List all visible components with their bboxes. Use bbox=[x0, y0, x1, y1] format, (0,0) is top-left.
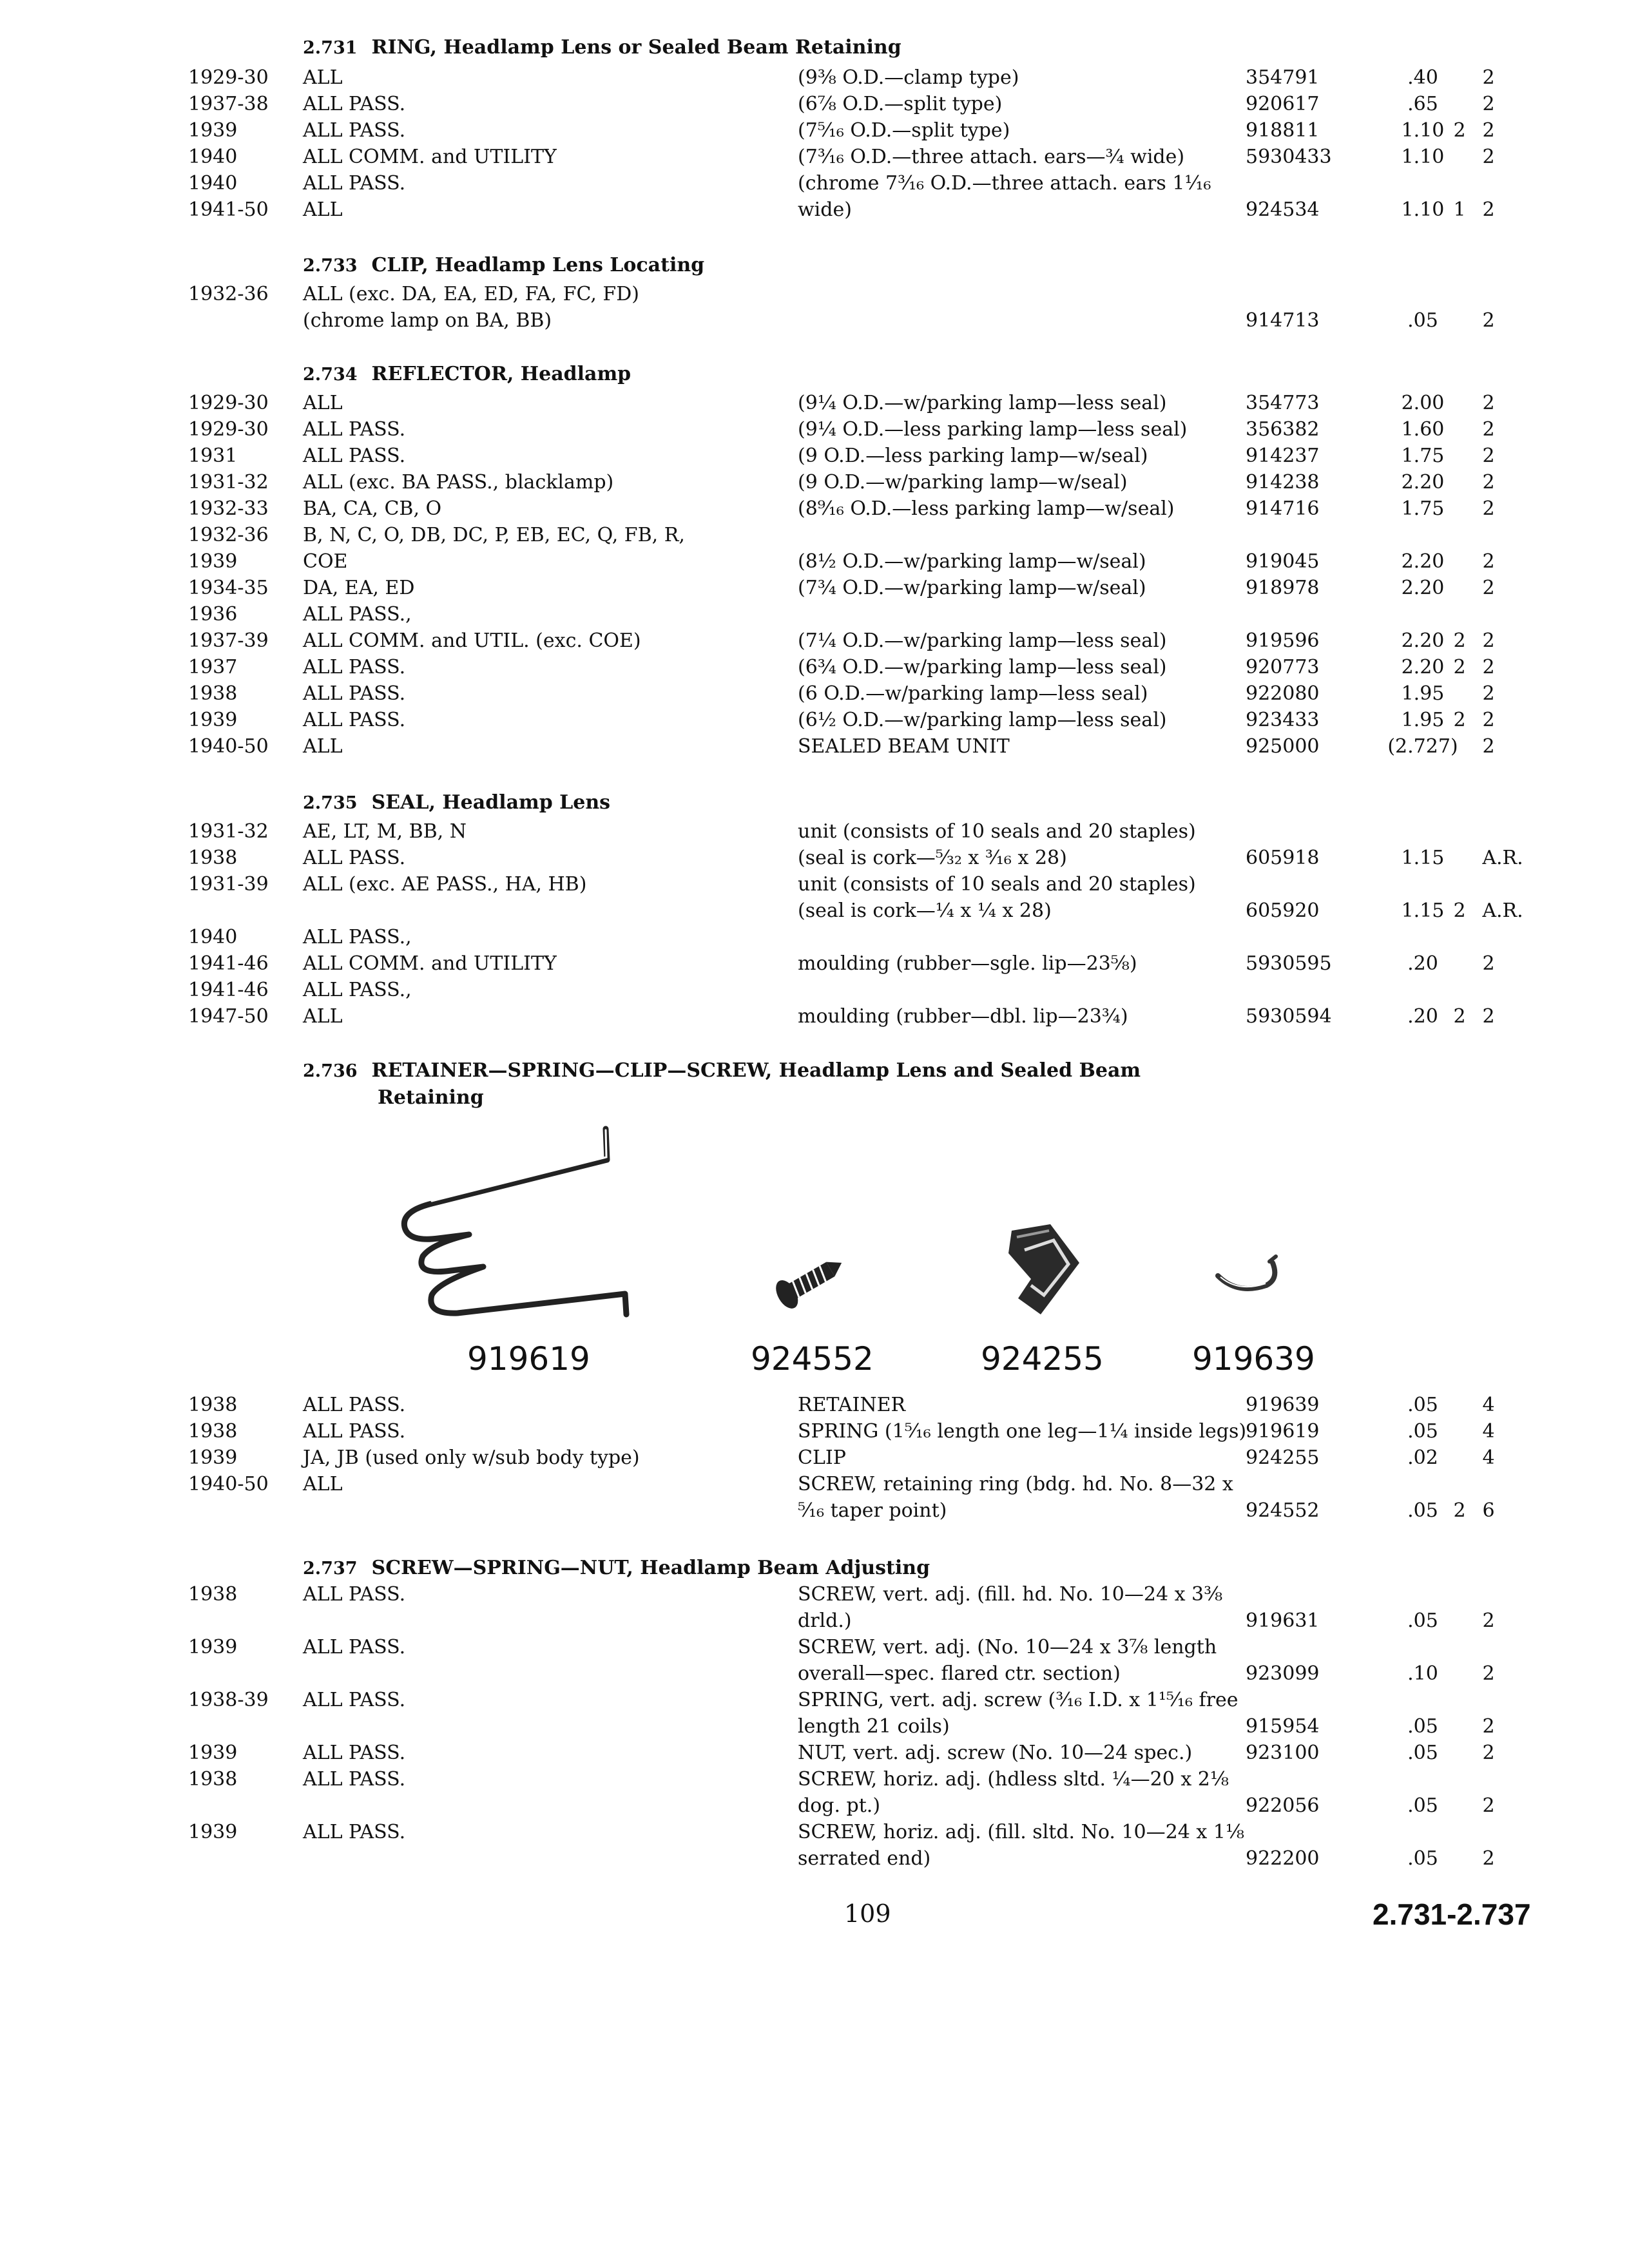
model-cell: ALL bbox=[303, 392, 343, 414]
description-cell: drld.) bbox=[798, 1610, 852, 1632]
description-cell: RETAINER bbox=[798, 1394, 906, 1416]
illustration-label-clip: 924255 bbox=[981, 1340, 1104, 1378]
model-cell: COE bbox=[303, 550, 348, 573]
price-cell: .05 bbox=[1407, 1610, 1438, 1632]
spring-illustration bbox=[387, 1121, 657, 1340]
price-cell: .05 bbox=[1407, 1742, 1438, 1764]
part-number-cell: 356382 bbox=[1246, 418, 1320, 441]
part-number-cell: 354773 bbox=[1246, 392, 1320, 414]
description-cell: (9 O.D.—w/parking lamp—w/seal) bbox=[798, 471, 1128, 494]
model-cell: ALL PASS. bbox=[303, 1689, 406, 1711]
table-row bbox=[0, 443, 1629, 469]
quantity-b-cell: 2 bbox=[1482, 497, 1495, 520]
quantity-b-cell: 2 bbox=[1482, 445, 1495, 467]
year-cell: 1940-50 bbox=[188, 1473, 269, 1495]
model-cell: ALL bbox=[303, 66, 343, 89]
model-cell: ALL COMM. and UTILITY bbox=[303, 952, 557, 975]
description-cell: (6¾ O.D.—w/parking lamp—less seal) bbox=[798, 656, 1167, 678]
description-cell: (9 O.D.—less parking lamp—w/seal) bbox=[798, 445, 1148, 467]
quantity-b-cell: A.R. bbox=[1482, 899, 1523, 922]
part-number-cell: 918811 bbox=[1246, 119, 1320, 142]
price-cell: 1.10 bbox=[1401, 198, 1445, 221]
description-cell: CLIP bbox=[798, 1446, 846, 1469]
price-cell: .05 bbox=[1407, 1715, 1438, 1738]
description-cell: dog. pt.) bbox=[798, 1794, 881, 1817]
year-cell: 1940 bbox=[188, 172, 238, 195]
description-cell: (6 O.D.—w/parking lamp—less seal) bbox=[798, 682, 1148, 705]
part-number-cell: 914237 bbox=[1246, 445, 1320, 467]
table-row bbox=[0, 1660, 1629, 1687]
year-cell: 1932-36 bbox=[188, 524, 269, 546]
table-row bbox=[0, 733, 1629, 760]
year-cell: 1936 bbox=[188, 603, 238, 626]
year-cell: 1938 bbox=[188, 1420, 238, 1443]
price-cell: .05 bbox=[1407, 1847, 1438, 1870]
year-cell: 1939 bbox=[188, 1636, 238, 1658]
table-row bbox=[0, 1581, 1629, 1608]
model-cell: ALL PASS. bbox=[303, 1768, 406, 1791]
year-cell: 1931-32 bbox=[188, 471, 269, 494]
year-cell: 1947-50 bbox=[188, 1005, 269, 1028]
model-cell: ALL bbox=[303, 1473, 343, 1495]
section-heading-2731: 2.731 RING, Headlamp Lens or Sealed Beam Retaining bbox=[303, 36, 901, 59]
model-cell: ALL PASS., bbox=[303, 603, 412, 626]
part-number-cell: 914716 bbox=[1246, 497, 1320, 520]
clip-illustration bbox=[992, 1218, 1089, 1321]
year-cell: 1939 bbox=[188, 1821, 238, 1843]
price-cell: .05 bbox=[1407, 1794, 1438, 1817]
description-cell: (7¾ O.D.—w/parking lamp—w/seal) bbox=[798, 577, 1146, 599]
illustration-label-screw: 924552 bbox=[751, 1340, 874, 1378]
year-cell: 1934-35 bbox=[188, 577, 269, 599]
year-cell: 1932-33 bbox=[188, 497, 269, 520]
table-row bbox=[0, 1713, 1629, 1740]
description-cell: SCREW, retaining ring (bdg. hd. No. 8—32 x bbox=[798, 1473, 1233, 1495]
year-cell: 1932-36 bbox=[188, 283, 269, 305]
description-cell: overall—spec. flared ctr. section) bbox=[798, 1662, 1121, 1685]
table-row bbox=[0, 64, 1629, 91]
year-cell: 1941-46 bbox=[188, 979, 269, 1001]
quantity-b-cell: 2 bbox=[1482, 709, 1495, 731]
price-cell: .10 bbox=[1407, 1662, 1438, 1685]
part-number-cell: 919045 bbox=[1246, 550, 1320, 573]
model-cell: ALL PASS. bbox=[303, 119, 406, 142]
retainer-illustration bbox=[1211, 1250, 1282, 1302]
quantity-b-cell: 2 bbox=[1482, 471, 1495, 494]
table-row bbox=[0, 91, 1629, 117]
part-number-cell: 915954 bbox=[1246, 1715, 1320, 1738]
description-cell: (7¼ O.D.—w/parking lamp—less seal) bbox=[798, 629, 1167, 652]
description-cell: (7³⁄₁₆ O.D.—three attach. ears—¾ wide) bbox=[798, 146, 1185, 168]
price-cell: .02 bbox=[1407, 1446, 1438, 1469]
section-heading-2733: 2.733 CLIP, Headlamp Lens Locating bbox=[303, 254, 705, 276]
part-number-cell: 5930433 bbox=[1246, 146, 1332, 168]
year-cell: 1938 bbox=[188, 1768, 238, 1791]
table-row bbox=[0, 1418, 1629, 1445]
model-cell: AE, LT, M, BB, N bbox=[303, 820, 467, 843]
year-cell: 1941-46 bbox=[188, 952, 269, 975]
screw-illustration bbox=[770, 1244, 854, 1321]
part-number-cell: 924552 bbox=[1246, 1499, 1320, 1522]
price-cell: 1.10 bbox=[1401, 146, 1445, 168]
quantity-b-cell: 2 bbox=[1482, 735, 1495, 758]
table-row bbox=[0, 1792, 1629, 1819]
description-cell: serrated end) bbox=[798, 1847, 931, 1870]
table-row bbox=[0, 1471, 1629, 1497]
quantity-b-cell: 2 bbox=[1482, 1847, 1495, 1870]
quantity-b-cell: 2 bbox=[1482, 952, 1495, 975]
year-cell: 1941-50 bbox=[188, 198, 269, 221]
model-cell: ALL PASS. bbox=[303, 93, 406, 115]
table-row bbox=[0, 281, 1629, 307]
model-cell: ALL PASS. bbox=[303, 1742, 406, 1764]
table-row bbox=[0, 144, 1629, 170]
price-cell: 1.75 bbox=[1401, 445, 1445, 467]
part-number-cell: 914713 bbox=[1246, 309, 1320, 332]
table-row bbox=[0, 950, 1629, 977]
table-row bbox=[0, 924, 1629, 950]
quantity-b-cell: 6 bbox=[1482, 1499, 1495, 1522]
description-cell: SCREW, horiz. adj. (hdless sltd. ¼—20 x 2⅛ bbox=[798, 1768, 1229, 1791]
year-cell: 1937-38 bbox=[188, 93, 269, 115]
price-cell: .05 bbox=[1407, 1499, 1438, 1522]
table-row bbox=[0, 1740, 1629, 1766]
section-heading-2736-line2: Retaining bbox=[378, 1086, 484, 1109]
year-cell: 1931-32 bbox=[188, 820, 269, 843]
quantity-b-cell: 2 bbox=[1482, 93, 1495, 115]
illustration-label-retainer: 919639 bbox=[1192, 1340, 1315, 1378]
quantity-b-cell: 2 bbox=[1482, 1610, 1495, 1632]
year-cell: 1937-39 bbox=[188, 629, 269, 652]
description-cell: (7⁵⁄₁₆ O.D.—split type) bbox=[798, 119, 1010, 142]
part-number-cell: 354791 bbox=[1246, 66, 1320, 89]
description-cell: (9¼ O.D.—less parking lamp—less seal) bbox=[798, 418, 1188, 441]
model-cell: B, N, C, O, DB, DC, P, EB, EC, Q, FB, R, bbox=[303, 524, 685, 546]
table-row bbox=[0, 390, 1629, 416]
section-heading-2735: 2.735 SEAL, Headlamp Lens bbox=[303, 791, 611, 814]
model-cell: ALL PASS. bbox=[303, 1583, 406, 1606]
model-cell: ALL PASS. bbox=[303, 682, 406, 705]
model-cell: ALL PASS. bbox=[303, 1821, 406, 1843]
model-cell: (chrome lamp on BA, BB) bbox=[303, 309, 552, 332]
year-cell: 1937 bbox=[188, 656, 238, 678]
model-cell: ALL bbox=[303, 735, 343, 758]
quantity-b-cell: 2 bbox=[1482, 550, 1495, 573]
description-cell: moulding (rubber—dbl. lip—23¾) bbox=[798, 1005, 1128, 1028]
table-row bbox=[0, 1608, 1629, 1634]
table-row bbox=[0, 871, 1629, 898]
quantity-b-cell: 2 bbox=[1482, 66, 1495, 89]
table-row bbox=[0, 495, 1629, 522]
price-cell: 1.10 bbox=[1401, 119, 1445, 142]
table-row bbox=[0, 170, 1629, 197]
year-cell: 1929-30 bbox=[188, 66, 269, 89]
quantity-b-cell: 2 bbox=[1482, 1662, 1495, 1685]
description-cell: (8⁹⁄₁₆ O.D.—less parking lamp—w/seal) bbox=[798, 497, 1175, 520]
model-cell: DA, EA, ED bbox=[303, 577, 415, 599]
quantity-b-cell: 2 bbox=[1482, 1005, 1495, 1028]
quantity-b-cell: 2 bbox=[1482, 198, 1495, 221]
price-cell: 1.60 bbox=[1401, 418, 1445, 441]
quantity-b-cell: A.R. bbox=[1482, 847, 1523, 869]
part-number-cell: 924255 bbox=[1246, 1446, 1320, 1469]
year-cell: 1929-30 bbox=[188, 392, 269, 414]
illustration-label-spring: 919619 bbox=[467, 1340, 590, 1378]
description-cell: (9¼ O.D.—w/parking lamp—less seal) bbox=[798, 392, 1167, 414]
table-row bbox=[0, 1445, 1629, 1471]
model-cell: ALL PASS. bbox=[303, 1420, 406, 1443]
part-number-cell: 922200 bbox=[1246, 1847, 1320, 1870]
quantity-b-cell: 2 bbox=[1482, 1715, 1495, 1738]
part-number-cell: 924534 bbox=[1246, 198, 1320, 221]
table-row bbox=[0, 416, 1629, 443]
description-cell: moulding (rubber—sgle. lip—23⅝) bbox=[798, 952, 1137, 975]
part-number-cell: 922056 bbox=[1246, 1794, 1320, 1817]
model-cell: ALL PASS. bbox=[303, 709, 406, 731]
description-cell: SCREW, vert. adj. (No. 10—24 x 3⅞ length bbox=[798, 1636, 1217, 1658]
price-cell: .05 bbox=[1407, 1420, 1438, 1443]
model-cell: ALL PASS. bbox=[303, 847, 406, 869]
quantity-a-cell: 2 bbox=[1453, 629, 1466, 652]
part-number-cell: 914238 bbox=[1246, 471, 1320, 494]
description-cell: ⁵⁄₁₆ taper point) bbox=[798, 1499, 947, 1522]
table-row bbox=[0, 654, 1629, 680]
description-cell: (chrome 7³⁄₁₆ O.D.—three attach. ears 1¹⁄₁₆ bbox=[798, 172, 1211, 195]
description-cell: (8½ O.D.—w/parking lamp—w/seal) bbox=[798, 550, 1146, 573]
description-cell: (9⅜ O.D.—clamp type) bbox=[798, 66, 1019, 89]
price-cell: 2.20 bbox=[1401, 629, 1445, 652]
table-row bbox=[0, 1819, 1629, 1845]
part-number-cell: 5930595 bbox=[1246, 952, 1332, 975]
quantity-a-cell: 2 bbox=[1453, 119, 1466, 142]
year-cell: 1940-50 bbox=[188, 735, 269, 758]
price-cell: 1.15 bbox=[1401, 899, 1445, 922]
quantity-b-cell: 2 bbox=[1482, 309, 1495, 332]
table-row bbox=[0, 1392, 1629, 1418]
page-range: 2.731-2.737 bbox=[1373, 1898, 1531, 1931]
description-cell: length 21 coils) bbox=[798, 1715, 950, 1738]
table-row bbox=[0, 628, 1629, 654]
part-number-cell: 920617 bbox=[1246, 93, 1320, 115]
year-cell: 1938-39 bbox=[188, 1689, 269, 1711]
quantity-a-cell: 1 bbox=[1453, 198, 1466, 221]
year-cell: 1929-30 bbox=[188, 418, 269, 441]
year-cell: 1939 bbox=[188, 709, 238, 731]
description-cell: SEALED BEAM UNIT bbox=[798, 735, 1010, 758]
quantity-b-cell: 2 bbox=[1482, 629, 1495, 652]
table-row bbox=[0, 680, 1629, 707]
part-number-cell: 919639 bbox=[1246, 1394, 1320, 1416]
quantity-b-cell: 2 bbox=[1482, 1794, 1495, 1817]
section-heading-2736: 2.736 RETAINER—SPRING—CLIP—SCREW, Headlamp Lens and Sealed Beam bbox=[303, 1059, 1141, 1082]
quantity-b-cell: 4 bbox=[1482, 1394, 1495, 1416]
year-cell: 1938 bbox=[188, 847, 238, 869]
model-cell: ALL PASS. bbox=[303, 418, 406, 441]
description-cell: SPRING (1⁵⁄₁₆ length one leg—1¼ inside legs) bbox=[798, 1420, 1247, 1443]
price-cell: .05 bbox=[1407, 1394, 1438, 1416]
model-cell: ALL PASS. bbox=[303, 1636, 406, 1658]
model-cell: JA, JB (used only w/sub body type) bbox=[303, 1446, 640, 1469]
page-number: 109 bbox=[844, 1899, 891, 1928]
price-cell: 2.20 bbox=[1401, 550, 1445, 573]
quantity-a-cell: 2 bbox=[1453, 899, 1466, 922]
description-cell: (6½ O.D.—w/parking lamp—less seal) bbox=[798, 709, 1167, 731]
year-cell: 1939 bbox=[188, 550, 238, 573]
model-cell: ALL COMM. and UTILITY bbox=[303, 146, 557, 168]
quantity-a-cell: 2 bbox=[1453, 1005, 1466, 1028]
quantity-b-cell: 2 bbox=[1482, 418, 1495, 441]
table-row bbox=[0, 845, 1629, 871]
year-cell: 1938 bbox=[188, 682, 238, 705]
section-heading-2734: 2.734 REFLECTOR, Headlamp bbox=[303, 363, 631, 385]
price-cell: 2.20 bbox=[1401, 577, 1445, 599]
part-number-cell: 923433 bbox=[1246, 709, 1320, 731]
quantity-b-cell: 2 bbox=[1482, 656, 1495, 678]
price-cell: .65 bbox=[1407, 93, 1438, 115]
price-cell: .20 bbox=[1407, 1005, 1438, 1028]
section-heading-2737: 2.737 SCREW—SPRING—NUT, Headlamp Beam Adjusting bbox=[303, 1557, 930, 1579]
part-number-cell: 605920 bbox=[1246, 899, 1320, 922]
year-cell: 1940 bbox=[188, 926, 238, 948]
quantity-b-cell: 4 bbox=[1482, 1420, 1495, 1443]
part-number-cell: 919596 bbox=[1246, 629, 1320, 652]
table-row bbox=[0, 575, 1629, 601]
table-row bbox=[0, 1687, 1629, 1713]
price-cell: 2.20 bbox=[1401, 471, 1445, 494]
quantity-b-cell: 2 bbox=[1482, 119, 1495, 142]
table-row bbox=[0, 601, 1629, 628]
model-cell: BA, CA, CB, O bbox=[303, 497, 442, 520]
part-number-cell: 922080 bbox=[1246, 682, 1320, 705]
quantity-b-cell: 4 bbox=[1482, 1446, 1495, 1469]
price-cell: .40 bbox=[1407, 66, 1438, 89]
model-cell: ALL PASS., bbox=[303, 926, 412, 948]
part-number-cell: 918978 bbox=[1246, 577, 1320, 599]
model-cell: ALL PASS. bbox=[303, 172, 406, 195]
price-cell: 2.00 bbox=[1401, 392, 1445, 414]
model-cell: ALL (exc. AE PASS., HA, HB) bbox=[303, 873, 587, 896]
table-row bbox=[0, 1634, 1629, 1660]
description-cell: NUT, vert. adj. screw (No. 10—24 spec.) bbox=[798, 1742, 1193, 1764]
table-row bbox=[0, 707, 1629, 733]
description-cell: unit (consists of 10 seals and 20 staples) bbox=[798, 820, 1196, 843]
price-cell: 1.75 bbox=[1401, 497, 1445, 520]
description-cell: SCREW, vert. adj. (fill. hd. No. 10—24 x 3⅜ bbox=[798, 1583, 1223, 1606]
table-row bbox=[0, 307, 1629, 334]
description-cell: SPRING, vert. adj. screw (³⁄₁₆ I.D. x 1¹⁵⁄₁₆ free bbox=[798, 1689, 1239, 1711]
part-number-cell: 925000 bbox=[1246, 735, 1320, 758]
quantity-b-cell: 2 bbox=[1482, 682, 1495, 705]
table-row bbox=[0, 898, 1629, 924]
description-cell: (seal is cork—⁵⁄₃₂ x ³⁄₁₆ x 28) bbox=[798, 847, 1067, 869]
model-cell: ALL PASS. bbox=[303, 656, 406, 678]
table-row bbox=[0, 469, 1629, 495]
table-row bbox=[0, 197, 1629, 223]
price-cell: .20 bbox=[1407, 952, 1438, 975]
quantity-b-cell: 2 bbox=[1482, 392, 1495, 414]
description-cell: (6⅞ O.D.—split type) bbox=[798, 93, 1003, 115]
model-cell: ALL bbox=[303, 1005, 343, 1028]
year-cell: 1931 bbox=[188, 445, 238, 467]
model-cell: ALL PASS. bbox=[303, 1394, 406, 1416]
price-cell: 2.20 bbox=[1401, 656, 1445, 678]
part-number-cell: 605918 bbox=[1246, 847, 1320, 869]
part-number-cell: 919619 bbox=[1246, 1420, 1320, 1443]
year-cell: 1931-39 bbox=[188, 873, 269, 896]
table-row bbox=[0, 1003, 1629, 1030]
year-cell: 1938 bbox=[188, 1394, 238, 1416]
price-cell: 1.95 bbox=[1401, 682, 1445, 705]
table-row bbox=[0, 1845, 1629, 1872]
price-cell: .05 bbox=[1407, 309, 1438, 332]
table-row bbox=[0, 117, 1629, 144]
table-row bbox=[0, 1766, 1629, 1792]
price-cell: 1.95 bbox=[1401, 709, 1445, 731]
part-number-cell: 919631 bbox=[1246, 1610, 1320, 1632]
part-number-cell: 5930594 bbox=[1246, 1005, 1332, 1028]
description-cell: wide) bbox=[798, 198, 852, 221]
price-cell: 1.15 bbox=[1401, 847, 1445, 869]
year-cell: 1938 bbox=[188, 1583, 238, 1606]
model-cell: ALL (exc. DA, EA, ED, FA, FC, FD) bbox=[303, 283, 639, 305]
quantity-b-cell: 2 bbox=[1482, 146, 1495, 168]
quantity-b-cell: 2 bbox=[1482, 577, 1495, 599]
year-cell: 1939 bbox=[188, 1446, 238, 1469]
model-cell: ALL (exc. BA PASS., blacklamp) bbox=[303, 471, 614, 494]
year-cell: 1940 bbox=[188, 146, 238, 168]
year-cell: 1939 bbox=[188, 1742, 238, 1764]
table-row bbox=[0, 548, 1629, 575]
quantity-a-cell: 2 bbox=[1453, 656, 1466, 678]
table-row bbox=[0, 818, 1629, 845]
price-cell: (2.727) bbox=[1387, 735, 1458, 758]
description-cell: (seal is cork—¼ x ¼ x 28) bbox=[798, 899, 1052, 922]
part-number-cell: 923099 bbox=[1246, 1662, 1320, 1685]
table-row bbox=[0, 977, 1629, 1003]
year-cell: 1939 bbox=[188, 119, 238, 142]
quantity-b-cell: 2 bbox=[1482, 1742, 1495, 1764]
model-cell: ALL bbox=[303, 198, 343, 221]
description-cell: SCREW, horiz. adj. (fill. sltd. No. 10—24 x 1⅛ bbox=[798, 1821, 1244, 1843]
model-cell: ALL PASS., bbox=[303, 979, 412, 1001]
model-cell: ALL PASS. bbox=[303, 445, 406, 467]
quantity-a-cell: 2 bbox=[1453, 1499, 1466, 1522]
table-row bbox=[0, 522, 1629, 548]
description-cell: unit (consists of 10 seals and 20 staples) bbox=[798, 873, 1196, 896]
part-number-cell: 920773 bbox=[1246, 656, 1320, 678]
quantity-a-cell: 2 bbox=[1453, 709, 1466, 731]
model-cell: ALL COMM. and UTIL. (exc. COE) bbox=[303, 629, 641, 652]
part-number-cell: 923100 bbox=[1246, 1742, 1320, 1764]
table-row bbox=[0, 1497, 1629, 1524]
